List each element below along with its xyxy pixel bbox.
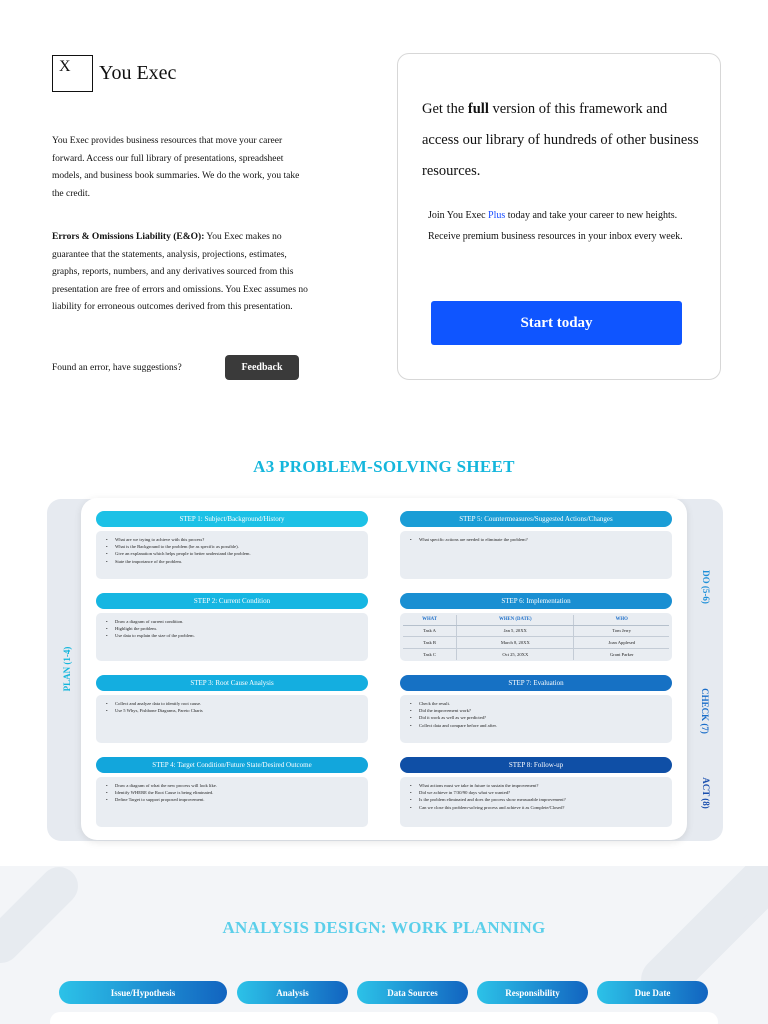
analysis-title: ANALYSIS DESIGN: WORK PLANNING <box>222 918 546 937</box>
step-6 <box>400 593 672 661</box>
step-2-body <box>96 613 368 661</box>
step-bullet: • Collect data and compare before and after. <box>410 722 664 729</box>
impl-header-when: WHEN (DATE) <box>457 615 574 625</box>
disclaimer <box>52 229 312 317</box>
promo-card <box>397 53 721 380</box>
promo-head-post: version of this framework and access our library of hundreds of other business resources. <box>422 101 699 179</box>
intro-text: You Exec provides business resources that move your career forward. Access our full library of presentations, spreadsheet models, and business book summaries. We do the work, you take the credit. <box>52 136 300 199</box>
step-bullet: • Use 5 Whys, Fishbone Diagrams, Pareto Charts <box>106 707 360 714</box>
table-cell: Joan Applesed <box>574 637 669 649</box>
promo-head-bold: full <box>467 101 489 117</box>
do-label: DO (5-6) <box>701 570 711 604</box>
table-cell: March 8, 20XX <box>457 637 574 649</box>
step-bullet: • Is the problem eliminated and does the process show measurable improvement? <box>410 796 664 803</box>
step-3-title: STEP 3: Root Cause Analysis <box>96 675 368 691</box>
step-bullet: • Check the result. <box>410 700 664 707</box>
step-bullet: • What actions must we take in future to sustain the improvement? <box>410 782 664 789</box>
step-bullet: • Did the improvement work? <box>410 707 664 714</box>
a3-sheet <box>81 498 687 840</box>
column-header-data-sources: Data Sources <box>357 981 468 1004</box>
step-bullet: • State the importance of the problem. <box>106 558 360 565</box>
table-cell: Task A <box>403 625 457 637</box>
column-header-due-date: Due Date <box>597 981 708 1004</box>
step-8 <box>400 757 672 827</box>
table-cell: Grant Parker <box>574 648 669 660</box>
column-header-analysis: Analysis <box>237 981 348 1004</box>
table-cell: Jan 5, 20XX <box>457 625 574 637</box>
step-4 <box>96 757 368 827</box>
a3-title: A3 PROBLEM-SOLVING SHEET <box>253 457 515 476</box>
table-cell: Oct 25, 20XX <box>457 648 574 660</box>
promo-headline <box>422 94 702 187</box>
step-bullet: • What is the Background to the problem (be as specific as possible). <box>106 543 360 550</box>
brand-logo <box>52 55 176 92</box>
step-1-title: STEP 1: Subject/Background/History <box>96 511 368 527</box>
act-label: ACT (8) <box>701 777 711 809</box>
step-5-body <box>400 531 672 579</box>
impl-header-who: WHO <box>574 615 669 625</box>
step-5 <box>400 511 672 579</box>
step-bullet: • Highlight the problem. <box>106 625 360 632</box>
step-bullet: • Collect and analyze data to identify root cause. <box>106 700 360 707</box>
table-row <box>403 625 669 637</box>
step-1-body <box>96 531 368 579</box>
promo-head-pre: Get the <box>422 101 468 117</box>
step-bullet: • Did it work as well as we predicted? <box>410 714 664 721</box>
step-5-title: STEP 5: Countermeasures/Suggested Actions/Changes <box>400 511 672 527</box>
step-bullet: • Identify WHERE the Root Cause is being eliminated. <box>106 789 360 796</box>
step-bullet: • Draw a diagram of current condition. <box>106 618 360 625</box>
table-row <box>403 648 669 660</box>
promo-sub-pre: Join You Exec <box>428 210 489 221</box>
disclaimer-label: Errors & Omissions Liability (E&O): <box>52 232 205 242</box>
table-cell: Task C <box>423 651 436 657</box>
check-label: CHECK (7) <box>700 688 710 734</box>
step-3-body <box>96 695 368 743</box>
plan-label: PLAN (1-4) <box>62 646 72 692</box>
step-bullet: • Use data to explain the size of the problem. <box>106 632 360 639</box>
step-7-title: STEP 7: Evaluation <box>400 675 672 691</box>
step-2-title: STEP 2: Current Condition <box>96 593 368 609</box>
step-7 <box>400 675 672 743</box>
step-4-body <box>96 777 368 827</box>
step-3 <box>96 675 368 743</box>
table-row <box>403 637 669 649</box>
plus-link[interactable]: Plus <box>488 210 506 221</box>
feedback-button[interactable]: Feedback <box>225 355 299 380</box>
table-row <box>50 1012 718 1024</box>
feedback-prompt: Found an error, have suggestions? <box>52 363 182 373</box>
step-4-title: STEP 4: Target Condition/Future State/Desired Outcome <box>96 757 368 773</box>
step-2 <box>96 593 368 661</box>
step-7-body <box>400 695 672 743</box>
step-6-title: STEP 6: Implementation <box>400 593 672 609</box>
impl-header-what: WHAT <box>403 615 457 625</box>
step-bullet: • What specific actions are needed to eliminate the problem? <box>410 536 664 543</box>
step-bullet: • Define Target to support proposed improvement. <box>106 796 360 803</box>
step-1 <box>96 511 368 579</box>
step-8-title: STEP 8: Follow-up <box>400 757 672 773</box>
step-bullet: • Draw a diagram of what the new process will look like. <box>106 782 360 789</box>
step-bullet: • Give an explanation which helps people to better understand the problem. <box>106 550 360 557</box>
step-bullet: • Did we achieve in 7/30/90 days what we wanted? <box>410 789 664 796</box>
implementation-table <box>400 613 672 661</box>
promo-subtext <box>428 206 698 247</box>
step-bullet: • What are we trying to achieve with this process? <box>106 536 360 543</box>
table-cell: Task B <box>403 637 457 649</box>
logo-mark: X <box>52 55 93 92</box>
step-bullet: • Can we close this problem-solving process and achieve it as Complete/Closed? <box>410 804 664 811</box>
step-8-body <box>400 777 672 827</box>
table-cell: Tom Jerry <box>574 625 669 637</box>
disclaimer-text: You Exec makes no guarantee that the statements, analysis, projections, estimates, graphs, reports, numbers, and any derivatives sourced from this presentation are free of errors and omissions. You Exec assumes no liability for erroneous outcomes derived from this presentation. <box>52 232 308 312</box>
brand-name: You Exec <box>99 62 177 84</box>
start-today-button[interactable]: Start today <box>431 301 682 345</box>
column-header-issue: Issue/Hypothesis <box>59 981 227 1004</box>
column-header-responsibility: Responsibility <box>477 981 588 1004</box>
promo-sub-post: today and take your career to new heights. Receive premium business resources in your inbox every week. <box>428 210 683 242</box>
